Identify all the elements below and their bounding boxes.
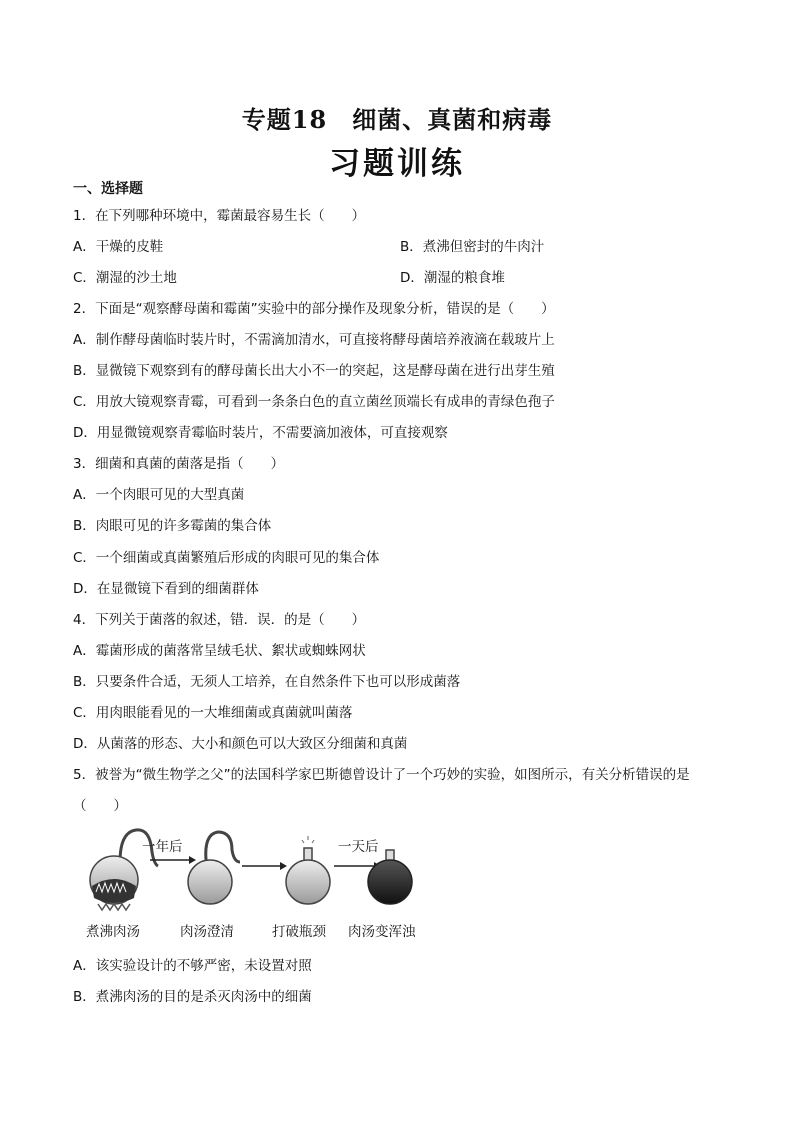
caption-turbid: 肉汤变浑浊: [348, 924, 416, 940]
question-3-option-a: A．一个肉眼可见的大型真菌: [73, 487, 245, 503]
question-2-option-b: B．显微镜下观察到有的酵母菌长出大小不一的突起，这是酵母菌在进行出芽生殖: [73, 363, 555, 379]
document-subtitle: 习题训练: [329, 146, 465, 182]
question-1-option-b: B．煮沸但密封的牛肉汁: [400, 239, 545, 255]
section-heading: 一、选择题: [73, 181, 143, 197]
flask-diagram: [84, 822, 434, 918]
question-2-option-d: D．用显微镜观察青霉临时装片，不需要滴加液体，可直接观察: [73, 425, 448, 441]
arrow-label-one-year: 一年后: [142, 839, 183, 855]
caption-broken-neck: 打破瓶颈: [272, 924, 326, 940]
question-3-option-c: C．一个细菌或真菌繁殖后形成的肉眼可见的集合体: [73, 550, 380, 566]
question-5-option-b: B．煮沸肉汤的目的是杀灭肉汤中的细菌: [73, 989, 312, 1005]
question-3-stem: 3．细菌和真菌的菌落是指（ ）: [73, 456, 285, 472]
question-2-stem: 2．下面是“观察酵母菌和霉菌”实验中的部分操作及现象分析，错误的是（ ）: [73, 301, 555, 317]
question-4-option-b: B．只要条件合适，无须人工培养，在自然条件下也可以形成菌落: [73, 674, 461, 690]
document-title: 专题18 细菌、真菌和病毒: [241, 105, 553, 134]
arrow-label-one-day: 一天后: [338, 839, 379, 855]
arrow-1-head: [189, 856, 196, 864]
question-5-stem-continued: （ ）: [73, 798, 127, 814]
flask-clear: [188, 832, 240, 904]
question-3-option-d: D．在显微镜下看到的细菌群体: [73, 581, 259, 597]
question-4-option-c: C．用肉眼能看见的一大堆细菌或真菌就叫菌落: [73, 705, 353, 721]
caption-clear: 肉汤澄清: [180, 924, 234, 940]
question-1-option-c: C．潮湿的沙土地: [73, 270, 177, 286]
question-1-stem: 1．在下列哪种环境中，霉菌最容易生长（ ）: [73, 208, 366, 224]
question-4-stem: 4．下列关于菌落的叙述，错．误．的是（ ）: [73, 612, 366, 628]
question-2-option-c: C．用放大镜观察青霉，可看到一条条白色的直立菌丝顶端长有成串的青绿色孢子: [73, 394, 555, 410]
question-3-option-b: B．肉眼可见的许多霉菌的集合体: [73, 518, 272, 534]
question-5-option-a: A．该实验设计的不够严密，未设置对照: [73, 958, 312, 974]
question-1-option-d: D．潮湿的粮食堆: [400, 270, 505, 286]
question-2-option-a: A．制作酵母菌临时装片时，不需滴加清水，可直接将酵母菌培养液滴在载玻片上: [73, 332, 555, 348]
pasteur-experiment-figure: [84, 822, 434, 942]
question-4-option-a: A．霉菌形成的菌落常呈绒毛状、絮状或蜘蛛网状: [73, 643, 366, 659]
question-1-option-a: A．干燥的皮鞋: [73, 239, 164, 255]
question-4-option-d: D．从菌落的形态、大小和颜色可以大致区分细菌和真菌: [73, 736, 408, 752]
flask-broken-neck: [286, 836, 330, 904]
question-5-stem: 5．被誉为“微生物学之父”的法国科学家巴斯德曾设计了一个巧妙的实验，如图所示，有关分析错误的是: [73, 767, 690, 783]
caption-boiling: 煮沸肉汤: [86, 924, 140, 940]
flask-turbid: [368, 850, 412, 904]
arrow-2-head: [280, 862, 287, 870]
